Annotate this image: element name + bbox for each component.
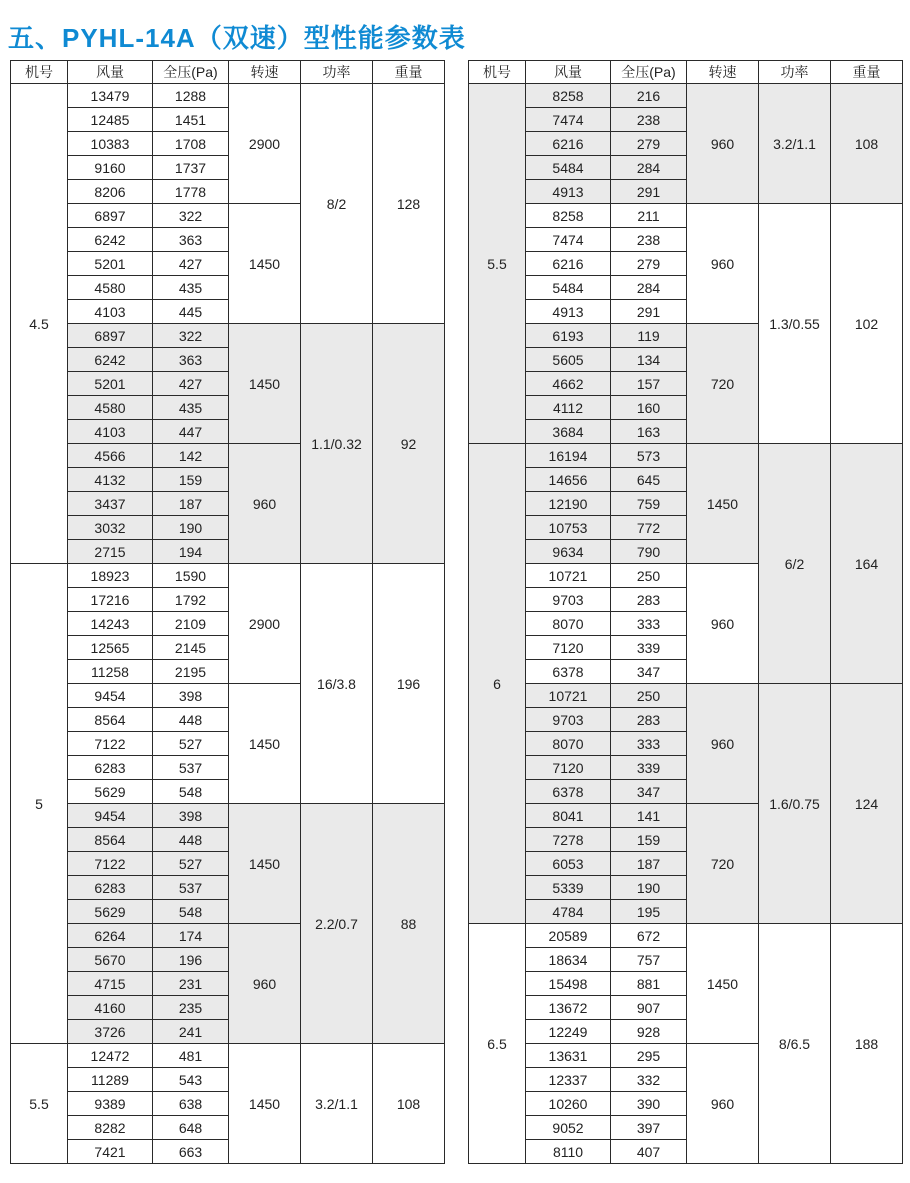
- performance-table-right: [468, 60, 903, 1164]
- pressure-cell: 548: [153, 780, 229, 804]
- weight-cell: 196: [373, 564, 445, 804]
- pressure-cell: 141: [611, 804, 687, 828]
- airflow-cell: 4784: [526, 900, 611, 924]
- airflow-cell: 8258: [526, 204, 611, 228]
- pressure-cell: 157: [611, 372, 687, 396]
- pressure-cell: 241: [153, 1020, 229, 1044]
- airflow-cell: 5605: [526, 348, 611, 372]
- airflow-cell: 9454: [68, 684, 153, 708]
- power-cell: 16/3.8: [301, 564, 373, 804]
- airflow-cell: 2715: [68, 540, 153, 564]
- header-power: 功率: [759, 61, 831, 84]
- airflow-cell: 13672: [526, 996, 611, 1020]
- pressure-cell: 1288: [153, 84, 229, 108]
- speed-cell: 960: [687, 684, 759, 804]
- pressure-cell: 663: [153, 1140, 229, 1164]
- pressure-cell: 187: [153, 492, 229, 516]
- pressure-cell: 537: [153, 756, 229, 780]
- header-speed: 转速: [229, 61, 301, 84]
- airflow-cell: 9052: [526, 1116, 611, 1140]
- airflow-cell: 11289: [68, 1068, 153, 1092]
- pressure-cell: 447: [153, 420, 229, 444]
- pressure-cell: 195: [611, 900, 687, 924]
- speed-cell: 960: [687, 1044, 759, 1164]
- airflow-cell: 5484: [526, 156, 611, 180]
- pressure-cell: 445: [153, 300, 229, 324]
- pressure-cell: 333: [611, 612, 687, 636]
- model-cell: 5.5: [11, 1044, 68, 1164]
- pressure-cell: 211: [611, 204, 687, 228]
- airflow-cell: 6216: [526, 132, 611, 156]
- table-row: [11, 1044, 445, 1068]
- airflow-cell: 7278: [526, 828, 611, 852]
- airflow-cell: 6242: [68, 228, 153, 252]
- airflow-cell: 6283: [68, 876, 153, 900]
- airflow-cell: 4160: [68, 996, 153, 1020]
- model-cell: 5: [11, 564, 68, 1044]
- pressure-cell: 907: [611, 996, 687, 1020]
- airflow-cell: 12337: [526, 1068, 611, 1092]
- airflow-cell: 8206: [68, 180, 153, 204]
- pressure-cell: 448: [153, 828, 229, 852]
- airflow-cell: 6897: [68, 204, 153, 228]
- pressure-cell: 398: [153, 804, 229, 828]
- speed-cell: 960: [229, 444, 301, 564]
- header-power: 功率: [301, 61, 373, 84]
- table-row: [11, 324, 445, 348]
- pressure-cell: 648: [153, 1116, 229, 1140]
- airflow-cell: 5670: [68, 948, 153, 972]
- table-row: [469, 84, 903, 108]
- speed-cell: 1450: [229, 804, 301, 924]
- pressure-cell: 339: [611, 756, 687, 780]
- airflow-cell: 18634: [526, 948, 611, 972]
- airflow-cell: 4103: [68, 420, 153, 444]
- pressure-cell: 1590: [153, 564, 229, 588]
- speed-cell: 1450: [229, 324, 301, 444]
- airflow-cell: 8070: [526, 732, 611, 756]
- pressure-cell: 790: [611, 540, 687, 564]
- airflow-cell: 10260: [526, 1092, 611, 1116]
- pressure-cell: 238: [611, 108, 687, 132]
- pressure-cell: 333: [611, 732, 687, 756]
- airflow-cell: 3726: [68, 1020, 153, 1044]
- airflow-cell: 8041: [526, 804, 611, 828]
- airflow-cell: 3684: [526, 420, 611, 444]
- weight-cell: 188: [831, 924, 903, 1164]
- airflow-cell: 6053: [526, 852, 611, 876]
- airflow-cell: 8564: [68, 828, 153, 852]
- pressure-cell: 397: [611, 1116, 687, 1140]
- pressure-cell: 235: [153, 996, 229, 1020]
- airflow-cell: 4913: [526, 180, 611, 204]
- pressure-cell: 427: [153, 372, 229, 396]
- airflow-cell: 6216: [526, 252, 611, 276]
- power-cell: 8/6.5: [759, 924, 831, 1164]
- airflow-cell: 5484: [526, 276, 611, 300]
- airflow-cell: 14656: [526, 468, 611, 492]
- airflow-cell: 18923: [68, 564, 153, 588]
- pressure-cell: 216: [611, 84, 687, 108]
- airflow-cell: 7122: [68, 852, 153, 876]
- pressure-cell: 238: [611, 228, 687, 252]
- pressure-cell: 291: [611, 180, 687, 204]
- speed-cell: 960: [687, 84, 759, 204]
- airflow-cell: 6378: [526, 780, 611, 804]
- pressure-cell: 160: [611, 396, 687, 420]
- pressure-cell: 427: [153, 252, 229, 276]
- airflow-cell: 4580: [68, 396, 153, 420]
- airflow-cell: 4112: [526, 396, 611, 420]
- header-model: 机号: [11, 61, 68, 84]
- airflow-cell: 5201: [68, 372, 153, 396]
- airflow-cell: 9389: [68, 1092, 153, 1116]
- airflow-cell: 10721: [526, 564, 611, 588]
- pressure-cell: 295: [611, 1044, 687, 1068]
- pressure-cell: 1708: [153, 132, 229, 156]
- pressure-cell: 527: [153, 732, 229, 756]
- airflow-cell: 5629: [68, 900, 153, 924]
- airflow-cell: 12485: [68, 108, 153, 132]
- pressure-cell: 159: [153, 468, 229, 492]
- pressure-cell: 347: [611, 780, 687, 804]
- pressure-cell: 279: [611, 252, 687, 276]
- pressure-cell: 250: [611, 564, 687, 588]
- pressure-cell: 638: [153, 1092, 229, 1116]
- pressure-cell: 928: [611, 1020, 687, 1044]
- airflow-cell: 7421: [68, 1140, 153, 1164]
- speed-cell: 1450: [229, 1044, 301, 1164]
- speed-cell: 960: [687, 564, 759, 684]
- table-row: [469, 684, 903, 708]
- airflow-cell: 6242: [68, 348, 153, 372]
- model-cell: 5.5: [469, 84, 526, 444]
- airflow-cell: 4913: [526, 300, 611, 324]
- airflow-cell: 8564: [68, 708, 153, 732]
- weight-cell: 88: [373, 804, 445, 1044]
- pressure-cell: 190: [153, 516, 229, 540]
- speed-cell: 720: [687, 324, 759, 444]
- weight-cell: 92: [373, 324, 445, 564]
- pressure-cell: 363: [153, 228, 229, 252]
- table-row: [469, 924, 903, 948]
- power-cell: 3.2/1.1: [759, 84, 831, 204]
- weight-cell: 128: [373, 84, 445, 324]
- airflow-cell: 7120: [526, 636, 611, 660]
- speed-cell: 1450: [687, 444, 759, 564]
- weight-cell: 102: [831, 204, 903, 444]
- pressure-cell: 645: [611, 468, 687, 492]
- pressure-cell: 2195: [153, 660, 229, 684]
- pressure-cell: 435: [153, 276, 229, 300]
- airflow-cell: 5201: [68, 252, 153, 276]
- weight-cell: 164: [831, 444, 903, 684]
- airflow-cell: 9454: [68, 804, 153, 828]
- pressure-cell: 407: [611, 1140, 687, 1164]
- model-cell: 6: [469, 444, 526, 924]
- header-airflow: 风量: [68, 61, 153, 84]
- airflow-cell: 7120: [526, 756, 611, 780]
- pressure-cell: 672: [611, 924, 687, 948]
- pressure-cell: 159: [611, 828, 687, 852]
- pressure-cell: 347: [611, 660, 687, 684]
- pressure-cell: 190: [611, 876, 687, 900]
- pressure-cell: 363: [153, 348, 229, 372]
- speed-cell: 720: [687, 804, 759, 924]
- pressure-cell: 448: [153, 708, 229, 732]
- pressure-cell: 772: [611, 516, 687, 540]
- pressure-cell: 398: [153, 684, 229, 708]
- airflow-cell: 9160: [68, 156, 153, 180]
- airflow-cell: 16194: [526, 444, 611, 468]
- pressure-cell: 322: [153, 204, 229, 228]
- airflow-cell: 9703: [526, 588, 611, 612]
- pressure-cell: 573: [611, 444, 687, 468]
- airflow-cell: 3437: [68, 492, 153, 516]
- header-weight: 重量: [831, 61, 903, 84]
- pressure-cell: 332: [611, 1068, 687, 1092]
- pressure-cell: 435: [153, 396, 229, 420]
- airflow-cell: 12190: [526, 492, 611, 516]
- airflow-cell: 7122: [68, 732, 153, 756]
- airflow-cell: 7474: [526, 228, 611, 252]
- table-row: [11, 804, 445, 828]
- airflow-cell: 12565: [68, 636, 153, 660]
- pressure-cell: 163: [611, 420, 687, 444]
- speed-cell: 1450: [229, 204, 301, 324]
- header-pressure: 全压(Pa): [611, 61, 687, 84]
- pressure-cell: 194: [153, 540, 229, 564]
- airflow-cell: 8070: [526, 612, 611, 636]
- airflow-cell: 4132: [68, 468, 153, 492]
- page-title: 五、PYHL-14A（双速）型性能参数表: [8, 23, 466, 53]
- pressure-cell: 196: [153, 948, 229, 972]
- speed-cell: 960: [229, 924, 301, 1044]
- airflow-cell: 4580: [68, 276, 153, 300]
- header-model: 机号: [469, 61, 526, 84]
- pressure-cell: 543: [153, 1068, 229, 1092]
- header-pressure: 全压(Pa): [153, 61, 229, 84]
- pressure-cell: 759: [611, 492, 687, 516]
- airflow-cell: 15498: [526, 972, 611, 996]
- pressure-cell: 481: [153, 1044, 229, 1068]
- power-cell: 1.1/0.32: [301, 324, 373, 564]
- airflow-cell: 8282: [68, 1116, 153, 1140]
- airflow-cell: 4103: [68, 300, 153, 324]
- header-speed: 转速: [687, 61, 759, 84]
- airflow-cell: 6897: [68, 324, 153, 348]
- pressure-cell: 390: [611, 1092, 687, 1116]
- airflow-cell: 6283: [68, 756, 153, 780]
- performance-table-left: [10, 60, 445, 1164]
- pressure-cell: 119: [611, 324, 687, 348]
- pressure-cell: 250: [611, 684, 687, 708]
- pressure-cell: 284: [611, 276, 687, 300]
- airflow-cell: 17216: [68, 588, 153, 612]
- weight-cell: 124: [831, 684, 903, 924]
- pressure-cell: 548: [153, 900, 229, 924]
- airflow-cell: 6264: [68, 924, 153, 948]
- pressure-cell: 1737: [153, 156, 229, 180]
- power-cell: 1.3/0.55: [759, 204, 831, 444]
- power-cell: 2.2/0.7: [301, 804, 373, 1044]
- speed-cell: 1450: [229, 684, 301, 804]
- airflow-cell: 14243: [68, 612, 153, 636]
- airflow-cell: 10721: [526, 684, 611, 708]
- pressure-cell: 2109: [153, 612, 229, 636]
- header-row: [11, 61, 445, 84]
- pressure-cell: 537: [153, 876, 229, 900]
- pressure-cell: 1778: [153, 180, 229, 204]
- pressure-cell: 527: [153, 852, 229, 876]
- airflow-cell: 20589: [526, 924, 611, 948]
- airflow-cell: 9634: [526, 540, 611, 564]
- power-cell: 3.2/1.1: [301, 1044, 373, 1164]
- table-row: [11, 84, 445, 108]
- pressure-cell: 283: [611, 708, 687, 732]
- airflow-cell: 11258: [68, 660, 153, 684]
- airflow-cell: 4715: [68, 972, 153, 996]
- header-weight: 重量: [373, 61, 445, 84]
- power-cell: 6/2: [759, 444, 831, 684]
- power-cell: 8/2: [301, 84, 373, 324]
- pressure-cell: 1451: [153, 108, 229, 132]
- header-row: [469, 61, 903, 84]
- pressure-cell: 322: [153, 324, 229, 348]
- airflow-cell: 12472: [68, 1044, 153, 1068]
- airflow-cell: 5629: [68, 780, 153, 804]
- airflow-cell: 6193: [526, 324, 611, 348]
- airflow-cell: 8110: [526, 1140, 611, 1164]
- airflow-cell: 10383: [68, 132, 153, 156]
- pressure-cell: 174: [153, 924, 229, 948]
- table-row: [11, 564, 445, 588]
- pressure-cell: 291: [611, 300, 687, 324]
- model-cell: 6.5: [469, 924, 526, 1164]
- table-row: [469, 204, 903, 228]
- pressure-cell: 142: [153, 444, 229, 468]
- airflow-cell: 13479: [68, 84, 153, 108]
- airflow-cell: 4662: [526, 372, 611, 396]
- airflow-cell: 8258: [526, 84, 611, 108]
- speed-cell: 2900: [229, 84, 301, 204]
- weight-cell: 108: [373, 1044, 445, 1164]
- pressure-cell: 881: [611, 972, 687, 996]
- speed-cell: 2900: [229, 564, 301, 684]
- airflow-cell: 13631: [526, 1044, 611, 1068]
- airflow-cell: 4566: [68, 444, 153, 468]
- header-airflow: 风量: [526, 61, 611, 84]
- pressure-cell: 284: [611, 156, 687, 180]
- pressure-cell: 2145: [153, 636, 229, 660]
- weight-cell: 108: [831, 84, 903, 204]
- airflow-cell: 12249: [526, 1020, 611, 1044]
- airflow-cell: 10753: [526, 516, 611, 540]
- pressure-cell: 757: [611, 948, 687, 972]
- pressure-cell: 279: [611, 132, 687, 156]
- model-cell: 4.5: [11, 84, 68, 564]
- pressure-cell: 187: [611, 852, 687, 876]
- airflow-cell: 6378: [526, 660, 611, 684]
- speed-cell: 1450: [687, 924, 759, 1044]
- table-row: [469, 444, 903, 468]
- pressure-cell: 1792: [153, 588, 229, 612]
- airflow-cell: 5339: [526, 876, 611, 900]
- pressure-cell: 231: [153, 972, 229, 996]
- airflow-cell: 7474: [526, 108, 611, 132]
- power-cell: 1.6/0.75: [759, 684, 831, 924]
- pressure-cell: 283: [611, 588, 687, 612]
- airflow-cell: 9703: [526, 708, 611, 732]
- speed-cell: 960: [687, 204, 759, 324]
- pressure-cell: 339: [611, 636, 687, 660]
- airflow-cell: 3032: [68, 516, 153, 540]
- pressure-cell: 134: [611, 348, 687, 372]
